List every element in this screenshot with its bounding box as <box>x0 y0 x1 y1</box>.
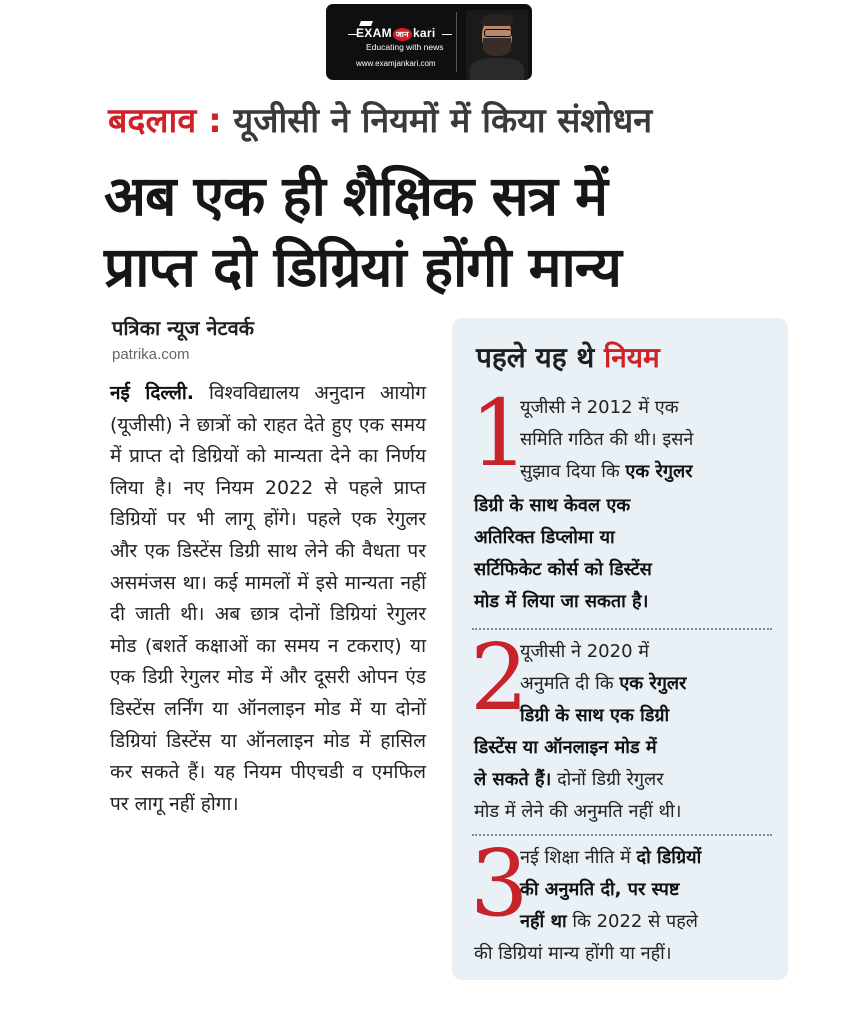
presenter-avatar <box>466 10 528 80</box>
point-3-line-1-bold: दो डिग्रियों <box>636 847 702 868</box>
avatar-glasses <box>484 29 512 37</box>
point-1-number: 1 <box>470 380 529 487</box>
sidebar-title-prefix: पहले यह थे <box>476 341 605 374</box>
point-3-line-3 <box>520 906 698 938</box>
byline-network: पत्रिका न्यूज नेटवर्क <box>112 316 255 340</box>
article-text: विश्वविद्यालय अनुदान आयोग (यूजीसी) ने छात्रों को राहत देते हुए एक समय में प्राप्त दो डिग्रियों को मान्यता देने का निर्णय लिया है। नए नियम 2022 से पहले प्राप्त डिग्रियों पर भी लागू होंगे। पहले एक रेगुलर और एक डिस्टेंस डिग्री साथ लेने की वैधता पर असमंजस था। कई मामलों में इसे मान्यता नहीं दी जाती थी। अब छात्र दोनों डिग्रियां रेगुलर मोड (बशर्ते कक्षाओं का समय न टकराए) या एक डिग्री रेगुलर मोड में और दूसरी ओपन एंड डिस्टेंस लर्निंग या ऑनलाइन मोड में या दोनों डिग्रियां डिस्टेंस या ऑनलाइन मोड में हासिल कर सकते हैं। यह नियम पीएचडी व एमफिल पर लागू नहीं होगा। <box>110 382 426 815</box>
point-2-line-5-bold: ले सकते हैं। <box>474 769 552 790</box>
point-1-line-5 <box>474 522 615 554</box>
point-1-bold-3: सर्टिफिकेट कोर्स को डिस्टेंस <box>474 559 652 580</box>
sidebar-title <box>476 338 660 376</box>
point-2-line-1: यूजीसी ने 2020 में <box>520 641 650 662</box>
point-1-bold-1: डिग्री के साथ केवल एक <box>474 495 631 516</box>
headline-line-2: प्राप्त दो डिग्रियां होंगी मान्य <box>104 235 621 299</box>
point-1-line-2: समिति गठित की थी। इसने <box>520 429 694 450</box>
avatar-beard <box>483 38 511 56</box>
point-3-line-2 <box>520 874 679 906</box>
logo-divider <box>456 12 457 72</box>
point-3-line-4: की डिग्रियां मान्य होंगी या नहीं। <box>474 943 672 964</box>
byline-site: patrika.com <box>112 346 190 363</box>
point-2-line-2-plain: अनुमति दी कि <box>520 673 620 694</box>
point-3-line-1-plain: नई शिक्षा नीति में <box>520 847 637 868</box>
article-body <box>110 378 426 820</box>
point-2-line-6: मोड में लेने की अनुमति नहीं थी। <box>474 801 682 822</box>
brand-wordmark <box>356 26 436 41</box>
point-2-line-5-plain: दोनों डिग्री रेगुलर <box>551 769 664 790</box>
point-1-bold-4: मोड में लिया जा सकता है। <box>474 591 649 612</box>
point-2-line-3 <box>520 700 669 732</box>
kicker-line <box>108 96 652 142</box>
point-2-line-4-bold: डिस्टेंस या ऑनलाइन मोड में <box>474 737 657 758</box>
sidebar-title-highlight: नियम <box>604 341 660 374</box>
brand-website: www.examjankari.com <box>356 59 436 68</box>
point-3-line-1 <box>520 842 701 874</box>
point-2-line-2 <box>520 668 686 700</box>
point-2-line-2-bold: एक रेगुलर <box>619 673 687 694</box>
brand-exam: EXAM <box>356 26 392 40</box>
point-3-number: 3 <box>470 830 529 937</box>
point-2-line-3-bold: डिग्री के साथ एक डिग्री <box>520 705 670 726</box>
point-1-line-3-bold: एक रेगुलर <box>625 461 693 482</box>
point-3-line-3-plain: कि 2022 से पहले <box>566 911 698 932</box>
headline-line-1: अब एक ही शैक्षिक सत्र में <box>104 164 608 228</box>
point-2-line-5 <box>474 764 664 796</box>
point-3-line-2-bold: की अनुमति दी, पर स्पष्ट <box>520 879 680 900</box>
point-1-line-3-plain: सुझाव दिया कि <box>520 461 626 482</box>
brand-kari: kari <box>412 26 436 40</box>
point-1-line-6 <box>474 554 652 586</box>
kicker-label: बदलाव : <box>108 101 222 141</box>
brand-jaan: जान <box>393 28 412 41</box>
article-dateline: नई दिल्ली. <box>110 382 195 404</box>
brand-tagline: Educating with news <box>366 42 444 52</box>
point-2-line-4 <box>474 732 657 764</box>
point-3-line-3-bold: नहीं था <box>520 911 567 932</box>
point-2-number: 2 <box>470 624 529 731</box>
point-1-bold-2: अतिरिक्त डिप्लोमा या <box>474 527 615 548</box>
avatar-shirt <box>470 58 524 80</box>
point-1-line-3 <box>520 456 693 488</box>
brand-logo <box>326 4 532 80</box>
point-1-line-1: यूजीसी ने 2012 में एक <box>520 397 679 418</box>
point-1-line-4 <box>474 490 630 522</box>
logo-rule-right <box>442 34 452 35</box>
avatar-hair <box>481 14 513 26</box>
point-1-line-7 <box>474 586 648 618</box>
kicker-text: यूजीसी ने नियमों में किया संशोधन <box>221 101 653 141</box>
